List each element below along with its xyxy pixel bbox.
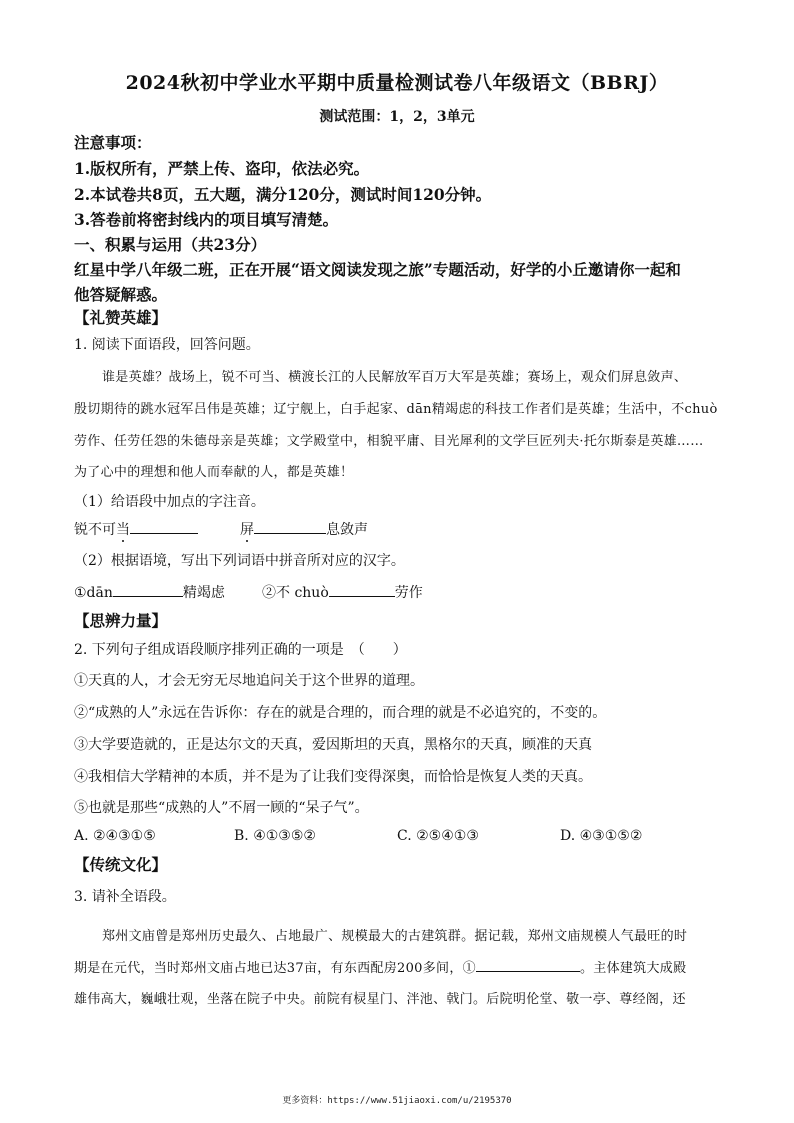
hanzi-item-1	[74, 582, 225, 602]
sentence-item: ⑤也就是那些“成熟的人”不屑一顾的“呆子气”。	[74, 800, 369, 816]
notice-item: 3.答卷前将密封线内的项目填写清楚。	[74, 210, 339, 229]
answer-blank[interactable]	[329, 582, 395, 597]
part-label-reason: 【思辨力量】	[74, 611, 168, 630]
footer-link[interactable]: 更多资料：https://www.51jiaoxi.com/u/2195370	[282, 1096, 512, 1106]
option-c[interactable]: C. ②⑤④①③	[397, 828, 479, 844]
exam-title: 2024秋初中学业水平期中质量检测试卷八年级语文（BBRJ）	[125, 72, 669, 94]
exam-scope: 测试范围：1，2，3单元	[319, 109, 475, 125]
part-label-culture: 【传统文化】	[74, 855, 168, 874]
passage-line: 雄伟高大，巍峨壮观，坐落在院子中央。前院有棂星门、泮池、戟门。后院明伦堂、敬一亭、尊经阁，还	[74, 992, 686, 1007]
sentence-item: ③大学要造就的，正是达尔文的天真，爱因斯坦的天真，黑格尔的天真，顾准的天真	[74, 737, 592, 753]
pinyin-item-1	[74, 519, 198, 539]
option-a[interactable]: A. ②④③①⑤	[74, 828, 156, 844]
notice-item: 2.本试卷共8页，五大题，满分120分，测试时间120分钟。	[74, 185, 492, 204]
passage-line: 谁是英雄？战场上，锐不可当、横渡长江的人民解放军百万大军是英雄；赛场上，观众们屏息敛声、	[102, 370, 688, 385]
option-d[interactable]: D. ④③①⑤②	[560, 828, 643, 844]
section-heading: 一、积累与运用（共23分）	[74, 235, 267, 254]
passage-line: 为了心中的理想和他人而奉献的人，都是英雄！	[74, 465, 354, 480]
passage-line: 殷切期待的跳水冠军吕伟是英雄；辽宁舰上，白手起家、dān精竭虑的科技工作者们是英雄；生活中，不chuò	[74, 402, 718, 417]
dotted-char: 屏	[240, 522, 254, 538]
pinyin-item-2	[240, 519, 368, 539]
sentence-item: ②“成熟的人”永远在告诉你：存在的就是合理的，而合理的就是不必追究的，不变的。	[74, 705, 607, 721]
hanzi-item-2	[262, 582, 423, 602]
section-intro-line: 红星中学八年级二班，正在开展“语文阅读发现之旅”专题活动，好学的小丘邀请你一起和	[74, 260, 681, 279]
hanzi-item-text: 劳作	[394, 585, 423, 601]
hanzi-item-text: 精竭虑	[182, 585, 225, 601]
dotted-char: 当	[116, 522, 130, 538]
question-3: 3. 请补全语段。	[74, 889, 176, 905]
answer-blank[interactable]	[476, 957, 580, 972]
passage-line-with-blank	[74, 957, 722, 976]
notice-item: 1.版权所有，严禁上传、盗印，依法必究。	[74, 159, 370, 178]
sentence-item: ④我相信大学精神的本质，并不是为了让我们变得深奥，而恰恰是恢复人类的天真。	[74, 769, 592, 785]
section-intro-line: 他答疑解惑。	[74, 285, 168, 304]
answer-blank[interactable]	[113, 582, 183, 597]
pinyin-item-text: 锐不可	[74, 522, 116, 538]
question-2: 2. 下列句子组成语段顺序排列正确的一项是 （ ）	[74, 642, 407, 658]
passage-line: 劳作、任劳任怨的朱德母亲是英雄；文学殿堂中，相貌平庸、目光犀利的文学巨匠列夫·托尔斯泰是英雄……	[74, 434, 704, 449]
passage-line: 郑州文庙曾是郑州历史最久、占地最广、规模最大的古建筑群。据记载，郑州文庙规模人气最旺的时	[102, 929, 688, 944]
hanzi-item-text: ①dān	[74, 585, 113, 601]
sentence-item: ①天真的人，才会无穷无尽地追问关于这个世界的道理。	[74, 673, 424, 689]
subquestion-2: （2）根据语境，写出下列词语中拼音所对应的汉字。	[74, 553, 405, 569]
answer-blank[interactable]	[130, 519, 198, 534]
passage-text: 。主体建筑大成殿	[579, 961, 687, 976]
answer-blank[interactable]	[254, 519, 326, 534]
part-label-heroes: 【礼赞英雄】	[74, 308, 168, 327]
subquestion-1: （1）给语段中加点的字注音。	[74, 494, 265, 510]
question-1: 1. 阅读下面语段，回答问题。	[74, 337, 260, 353]
hanzi-item-text: ②不 chuò	[262, 585, 329, 601]
notice-heading: 注意事项：	[74, 133, 152, 152]
option-b[interactable]: B. ④①③⑤②	[234, 828, 316, 844]
pinyin-item-text: 息敛声	[326, 522, 368, 538]
passage-text: 期是在元代，当时郑州文庙占地已达37亩，有东西配房200多间，①	[74, 961, 476, 976]
